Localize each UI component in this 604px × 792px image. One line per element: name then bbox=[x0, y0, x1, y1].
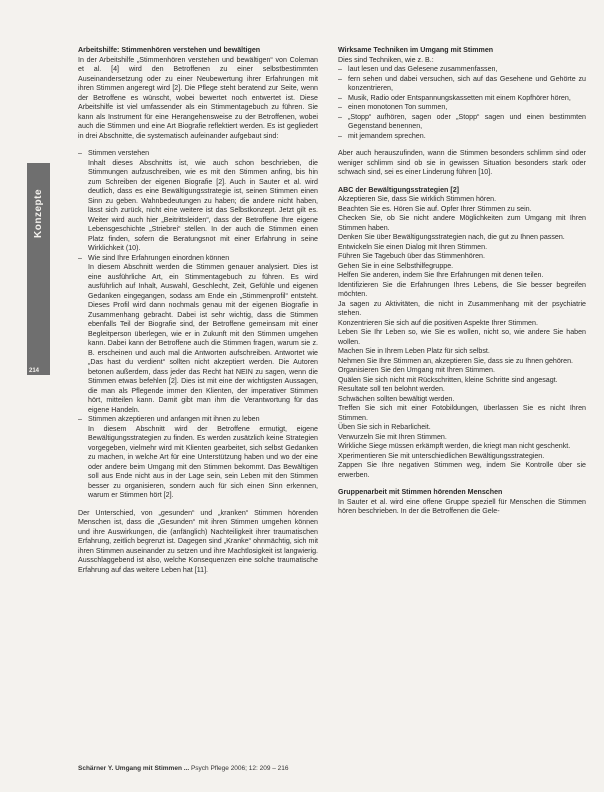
list-item-text: In diesem Abschnitt wird der Betroffene ermutigt, eigene Bewältigungsstrategien zu finden. Es werden zusätzlich keine Strategien vorgegeben, vielmehr wird mit Klienten gearbeitet, sich selbst Gedanken zu machen, in welche Art für eine Unterstützung haben und wo der eine oder andere beim Umgang mit den Stimmen bekommt. Das Bewältigen soll aus Ende nicht aus in der Lage sein, sein Leben mit den Stimmen besser zu organisieren, sondern auch für sich einen Sinn erkennen, warum er Stimmen hört [2]. bbox=[88, 424, 318, 499]
abc-item: Machen Sie in Ihrem Leben Platz für sich selbst. bbox=[338, 347, 490, 355]
abc-item: Entwickeln Sie einen Dialog mit Ihren Stimmen. bbox=[338, 242, 488, 251]
abc-item: Wirkliche Siege müssen erkämpft werden, die kriegt man nicht geschenkt. bbox=[338, 442, 571, 450]
abc-item: Schwächen sollten bewältigt werden. bbox=[338, 394, 455, 403]
page-footer bbox=[78, 765, 289, 772]
group-paragraph: In Sauter et al. wird eine offene Gruppe speziell für Menschen die Stimmen hören beschrieben. In der die Betroffenen die Gele- bbox=[338, 497, 586, 515]
left-section-list bbox=[78, 149, 318, 501]
abc-item: Xperimentieren Sie mit unterschiedlichen Bewältigungsstrategien. bbox=[338, 451, 545, 460]
abc-item: Resultate soll ten belohnt werden. bbox=[338, 385, 445, 393]
list-item: – laut lesen und das Gelesene zusammenfassen, bbox=[338, 65, 586, 75]
section-label bbox=[27, 163, 50, 375]
footer-citation: Psych Pflege 2006; 12: 209 – 216 bbox=[190, 765, 289, 772]
abc-item: Checken Sie, ob Sie nicht andere Möglichkeiten zum Umgang mit Ihren Stimmen haben. bbox=[338, 214, 586, 232]
abc-item: Quälen Sie sich nicht mit Rückschritten, kleine Schritte sind angesagt. bbox=[338, 375, 558, 384]
left-heading: Arbeitshilfe: Stimmenhören verstehen und bewältigen bbox=[78, 46, 261, 54]
abc-item: Organisieren Sie den Umgang mit Ihren Stimmen. bbox=[338, 366, 495, 374]
section-sidebar bbox=[27, 163, 50, 375]
list-item bbox=[78, 149, 318, 254]
techniques-intro: Dies sind Techniken, wie z. B.: bbox=[338, 55, 434, 64]
abc-item: Nehmen Sie Ihre Stimmen an, akzeptieren Sie, dass sie zu Ihnen gehören. bbox=[338, 356, 574, 365]
left-column bbox=[78, 46, 318, 583]
section-label-text: Konzepte bbox=[33, 189, 44, 238]
techniques-closing: Aber auch herauszufinden, wann die Stimmen besonders schlimm sind oder weniger schlimm sind ob sie in gewissen Situation besonders stark oder schwach sind, sei es einer Linderung führen [10]. bbox=[338, 149, 586, 176]
abc-item: Üben Sie sich in Rebarlicheit. bbox=[338, 423, 431, 431]
abc-item: Beachten Sie es. Hören Sie auf. Opfer Ihrer Stimmen zu sein. bbox=[338, 204, 532, 213]
abc-item: Denken Sie über Bewältigungsstrategien nach, die gut zu Ihnen passen. bbox=[338, 233, 565, 241]
abc-list bbox=[338, 195, 586, 480]
list-item: – einen monotonen Ton summen, bbox=[338, 103, 586, 113]
techniques-list bbox=[338, 65, 586, 141]
left-intro-paragraph: In der Arbeitshilfe „Stimmenhören verstehen und bewältigen“ von Coleman et al. [4] wird den Betroffenen zu einer selbstbestimmten Auseinandersetzung oder zu einer Neubewertung ihrer Erfahrungen mit ihren Stimmen angeregt wird [2]. Die Pflege steht beratend zur Seite, wenn der Betroffene es wünscht, wobei bewertet noch entwertet ist. Diese Arbeitshilfe ist viel umfassender als ein Stimmentagebuch zu führen. Sie kann als Instrument für eine Herangehensweise zu der Betroffenen, wobei auch die Stimmen und eine Art Biografie reflektiert werden. Es ist gegliedert in drei Abschnitte, die systematisch aufeinander aufgebaut sind: bbox=[78, 55, 318, 140]
list-item bbox=[78, 254, 318, 416]
abc-item: Treffen Sie sich mit einer Fotobildungen, überlassen Sie es nicht Ihren Stimmen. bbox=[338, 404, 586, 422]
abc-item: Leben Sie Ihr Leben so, wie Sie es wollen, nicht so, wie andere Sie haben wollen. bbox=[338, 328, 586, 346]
techniques-heading: Wirksame Techniken im Umgang mit Stimmen bbox=[338, 46, 494, 54]
page-number: 214 bbox=[29, 368, 40, 374]
list-item bbox=[78, 415, 318, 501]
abc-item: Zappen Sie Ihre negativen Stimmen weg, indem Sie Kontrolle über sie erwerben. bbox=[338, 461, 586, 479]
list-item: – Musik, Radio oder Entspannungskassetten mit einem Kopfhörer hören, bbox=[338, 94, 586, 104]
group-heading: Gruppenarbeit mit Stimmen hörenden Menschen bbox=[338, 488, 503, 496]
abc-item: Gehen Sie in eine Selbsthilfegruppe. bbox=[338, 261, 454, 270]
abc-item: Führen Sie Tagebuch über das Stimmenhören. bbox=[338, 252, 485, 260]
abc-item: Akzeptieren Sie, dass Sie wirklich Stimmen hören. bbox=[338, 195, 497, 203]
footer-author: Schärner Y. Umgang mit Stimmen ... bbox=[78, 765, 190, 772]
abc-item: Identifizieren Sie die Erfahrungen Ihres Lebens, die Sie besser begreifen möchten. bbox=[338, 280, 586, 298]
abc-item: Konzentrieren Sie sich auf die positiven Aspekte Ihrer Stimmen. bbox=[338, 318, 538, 327]
list-item-title: – Wie sind Ihre Erfahrungen einordnen können bbox=[88, 253, 230, 262]
list-item-title: – Stimmen akzeptieren und anfangen mit ihnen zu leben bbox=[88, 415, 260, 423]
abc-item: Verwurzeln Sie mit Ihren Stimmen. bbox=[338, 432, 447, 441]
right-column bbox=[338, 46, 586, 525]
list-item-text: In diesem Abschnitt werden die Stimmen genauer analysiert. Dies ist eine ausführliche Art, ein Stimmentagebuch zu führen. Es wird ausführlich auf Inhalt, Auswahl, Geschlecht, Zeit, Gefühle und eigenen Gedanken eingegangen, sodass am Ende ein „Stimmenprofil“ entsteht. Dieses Profil wird dann nochmals genau mit der eigenen Biografie in Zusammenhang gebracht. Dabei ist sehr wichtig, dass die Stimmen ebenfalls Teil der Biografie sind, der Betroffene gemeinsam mit einer Begleitperson überlegen, wie er in Zukunft mit den Stimmen umgehen kann. Dabei kann der Betroffene auch die Stimmen fragen, warum sie z. B. erscheinen und auch mal die Antworten aufschreiben. Antwortet wie „Das hast du verdient“ sollten nicht akzeptiert werden. Die Autoren betonen außerdem, dass jeder das Recht hat NEIN zu sagen, wenn die Stimmen etwas befehlen [2]. Dies ist mit eine der wichtigsten Aussagen, die man als Pflegende immer den Klienten, der imperativer Stimmen hört, mitteilen kann. Damit gibt man ihm die Verantwortung für das eigene Handeln. bbox=[88, 263, 318, 414]
abc-heading: ABC der Bewältigungsstrategien [2] bbox=[338, 185, 460, 194]
list-item-text: Inhalt dieses Abschnitts ist, wie auch schon beschrieben, die Stimmungen aufzuschreiben, wie es mit den Stimmen anfing, bis hin zum Schreiben der eigenen Biografie [2]. Auch in Sauter et al. wird deutlich, dass es eine Bewältigungsstrategie ist, seinen Stimmen einen Sinn zu geben. Wahnbedeutungen zu haben; die andere nicht haben, lässt sich zurück, nicht eine weitere ist das Selbstkonzept. Jetzt gilt es. Weiter wird auch hier „Beitrittsleiden“, dass der Betroffene Ihre eigene Lebensgeschichte „Striebrei“ stellen. In der auch die Stimmen einen Platz finden, sofern die Beratungsnot mit einer Erfahrung in seine Wirklichkeit (10). bbox=[88, 158, 318, 252]
left-closing-paragraph: Der Unterschied, von „gesunden“ und „kranken“ Stimmen hörenden Menschen ist, dass die „Gesunden“ mit ihren Stimmen umgehen können und ihre Auswirkungen, die (anfänglich) Nachteiligkeit ihrer traumatischen Erfahrung, zeitlich begrenzt ist. Dagegen sind „Kranke“ ohnmächtig, sich mit ihren Stimmen auseinander zu setzen und ihre Machtlosigkeit ist langwierig. Ausschlaggebend ist also, welche Konsequenzen eine solche traumatische Erfahrung auf das weitere Leben hat [11]. bbox=[78, 508, 318, 574]
list-item-title: – Stimmen verstehen bbox=[88, 149, 150, 157]
list-item: – fern sehen und dabei versuchen, sich auf das Gesehene und Gehörte zu konzentrieren, bbox=[338, 75, 586, 94]
abc-item: Helfen Sie anderen, indem Sie Ihre Erfahrungen mit denen teilen. bbox=[338, 271, 544, 279]
list-item: – mit jemandem sprechen. bbox=[338, 132, 586, 142]
list-item: – „Stopp“ aufhören, sagen oder „Stopp“ sagen und einen bestimmten Gegenstand benennen, bbox=[338, 113, 586, 132]
abc-item: Ja sagen zu Aktivitäten, die nicht in Zusammenhang mit der psychiatrie stehen. bbox=[338, 299, 586, 317]
